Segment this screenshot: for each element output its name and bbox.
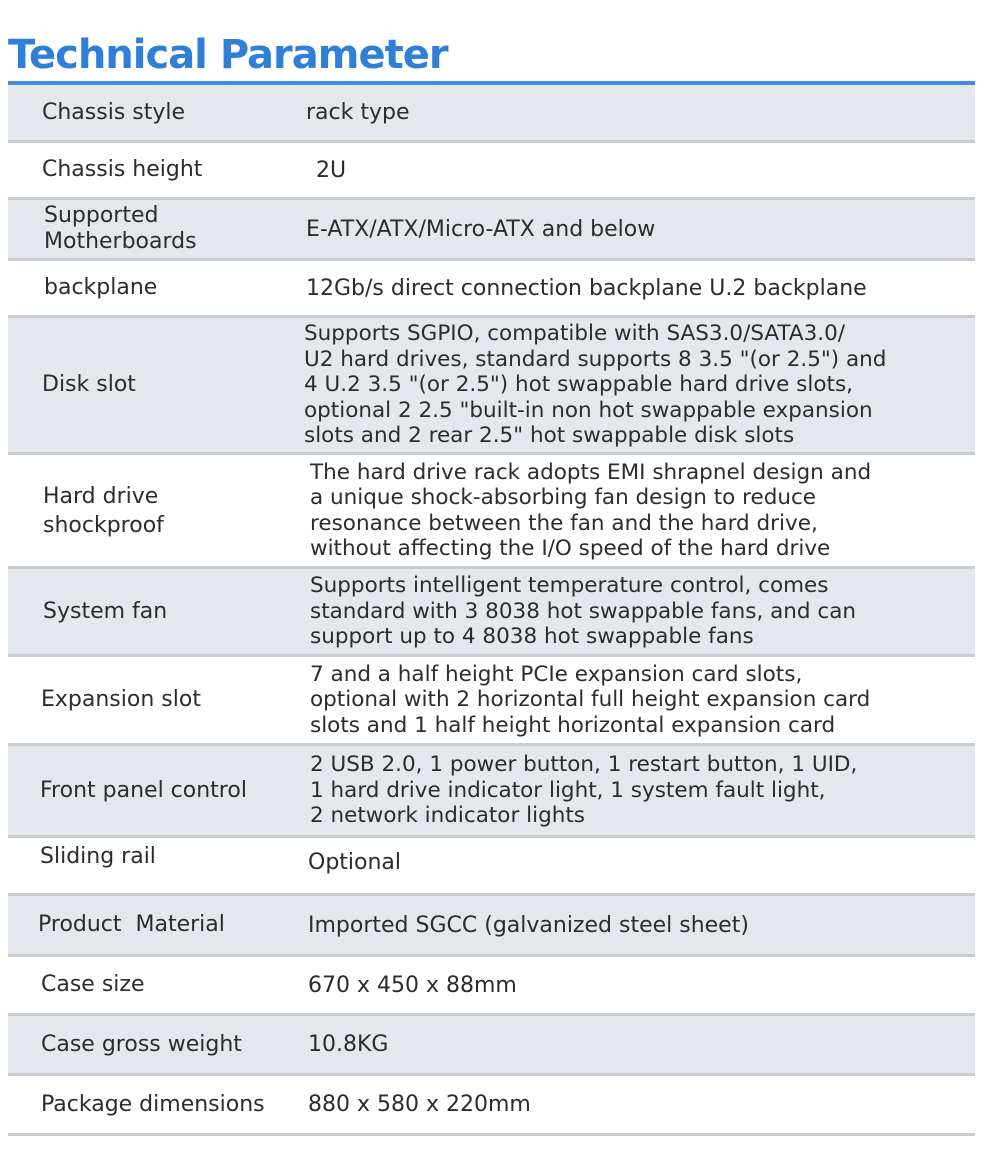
spec-value: 2U — [316, 157, 347, 183]
spec-row-package-dimensions — [8, 1076, 975, 1136]
spec-label: Chassis height — [42, 157, 203, 182]
spec-row-front-panel-control — [8, 746, 975, 838]
spec-value: 2 USB 2.0, 1 power button, 1 restart button, 1 UID, 1 hard drive indicator light, 1 system fault light, 2 network indicator lights — [310, 752, 858, 829]
spec-row-sliding-rail — [8, 838, 975, 896]
spec-value: Optional — [308, 850, 402, 875]
spec-row-backplane — [8, 261, 975, 318]
spec-label: Chassis style — [42, 99, 186, 125]
spec-label: Case gross weight — [41, 1031, 242, 1057]
spec-row-system-fan — [8, 569, 975, 657]
spec-value: E-ATX/ATX/Micro-ATX and below — [306, 216, 656, 242]
spec-row-case-gross-weight — [8, 1016, 975, 1076]
spec-row-supported-motherboards — [8, 200, 975, 261]
spec-value: 7 and a half height PCIe expansion card slots, optional with 2 horizontal full height expansion card slots and 1 half height horizontal expansion card — [310, 661, 871, 738]
page-title: Technical Parameter — [8, 32, 448, 78]
spec-value: rack type — [306, 100, 410, 125]
spec-value: 880 x 580 x 220mm — [308, 1092, 531, 1117]
spec-label: Supported Motherboards — [44, 203, 197, 254]
spec-table — [8, 85, 975, 1136]
spec-value: 12Gb/s direct connection backplane U.2 backplane — [306, 275, 867, 301]
spec-row-expansion-slot — [8, 657, 975, 746]
spec-value: 670 x 450 x 88mm — [308, 972, 517, 998]
spec-label: Case size — [41, 972, 145, 997]
spec-label: Product Material — [38, 912, 225, 937]
spec-row-product-material — [8, 896, 975, 957]
spec-label: System fan — [43, 598, 168, 624]
spec-row-case-size — [8, 957, 975, 1016]
spec-value: Supports SGPIO, compatible with SAS3.0/SATA3.0/ U2 hard drives, standard supports 8 3.5 "(or 2.5") and 4 U.2 3.5 "(or 2.5") hot swappable hard drive slots, optional 2 2.5 "built-in non hot swappable expansion slots and 2 rear 2.5" hot swappable disk slots — [304, 321, 887, 449]
spec-row-chassis-style — [8, 85, 975, 143]
spec-value: The hard drive rack adopts EMI shrapnel design and a unique shock-absorbing fan design to reduce resonance between the fan and the hard drive, without affecting the I/O speed of the hard drive — [310, 459, 872, 561]
spec-label: Expansion slot — [41, 687, 201, 712]
spec-label: Front panel control — [40, 777, 247, 803]
spec-value: Supports intelligent temperature control, comes standard with 3 8038 hot swappable fans, and can support up to 4 8038 hot swappable fans — [310, 573, 857, 650]
spec-row-hard-drive-shockproof — [8, 455, 975, 569]
spec-label: Package dimensions — [41, 1091, 265, 1117]
spec-label: backplane — [44, 275, 158, 300]
spec-value: Imported SGCC (galvanized steel sheet) — [308, 912, 749, 938]
spec-row-disk-slot — [8, 318, 975, 455]
spec-label: Sliding rail — [40, 844, 156, 869]
spec-label: Disk slot — [42, 372, 136, 397]
spec-label: Hard drive shockproof — [43, 483, 164, 538]
spec-value: 10.8KG — [308, 1032, 389, 1057]
spec-row-chassis-height — [8, 143, 975, 200]
